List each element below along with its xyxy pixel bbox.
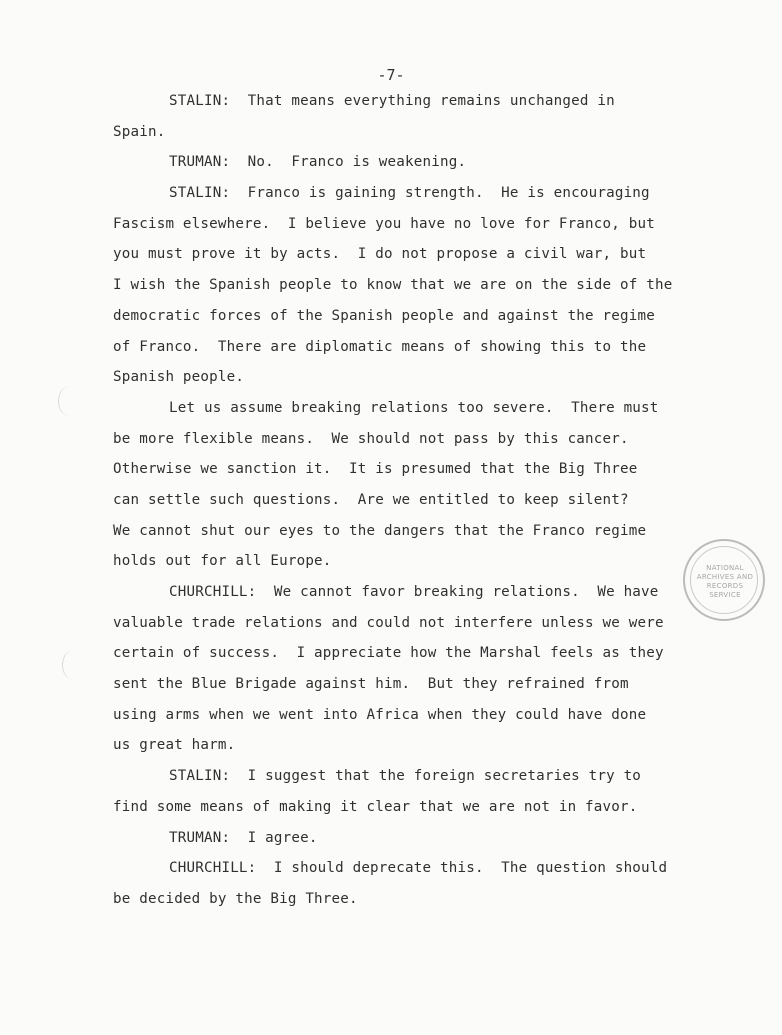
text-line: TRUMAN: No. Franco is weakening.: [169, 154, 467, 171]
text-line: Fascism elsewhere. I believe you have no love for Franco, but: [113, 215, 655, 232]
text-line: I wish the Spanish people to know that we are on the side of the: [113, 277, 673, 294]
text-line: using arms when we went into Africa when they could have done: [113, 706, 647, 723]
text-line: of Franco. There are diplomatic means of showing this to the: [113, 338, 647, 355]
text-line: valuable trade relations and could not interfere unless we were: [113, 614, 664, 631]
text-line: can settle such questions. Are we entitled to keep silent?: [113, 491, 629, 508]
text-line: be decided by the Big Three.: [113, 890, 358, 907]
text-line: CHURCHILL: We cannot favor breaking relations. We have: [169, 584, 659, 600]
paper-blemish: [62, 650, 85, 680]
stamp-line: NATIONAL: [706, 564, 744, 572]
text-line: CHURCHILL: I should deprecate this. The question should: [169, 860, 668, 877]
text-line: STALIN: That means everything remains unchanged in: [169, 93, 615, 109]
paper-blemish: [58, 386, 81, 416]
stamp-text: [685, 564, 765, 600]
text-line: you must prove it by acts. I do not propose a civil war, but: [113, 246, 647, 263]
transcript-body: [113, 86, 743, 915]
text-line: Spain.: [113, 123, 166, 140]
text-line: sent the Blue Brigade against him. But they refrained from: [113, 676, 629, 693]
text-line: STALIN: Franco is gaining strength. He is encouraging: [169, 185, 650, 202]
text-line: We cannot shut our eyes to the dangers that the Franco regime: [113, 522, 647, 539]
text-line: be more flexible means. We should not pass by this cancer.: [113, 430, 629, 447]
text-line: Spanish people.: [113, 369, 245, 386]
text-line: Otherwise we sanction it. It is presumed that the Big Three: [113, 461, 638, 478]
stamp-line: ARCHIVES AND: [696, 573, 754, 581]
text-line: democratic forces of the Spanish people and against the regime: [113, 307, 655, 324]
text-line: TRUMAN: I agree.: [169, 829, 318, 846]
stamp-line: RECORDS: [706, 582, 744, 590]
text-line: STALIN: I suggest that the foreign secretaries try to: [169, 768, 642, 785]
text-line: find some means of making it clear that we are not in favor.: [113, 798, 638, 815]
text-line: holds out for all Europe.: [113, 553, 332, 570]
text-line: us great harm.: [113, 737, 236, 754]
archive-stamp: [683, 539, 765, 621]
text-line: certain of success. I appreciate how the Marshal feels as they: [113, 645, 664, 662]
stamp-line: SERVICE: [709, 591, 741, 599]
page-number: -7-: [377, 66, 405, 84]
text-line: Let us assume breaking relations too severe. There must: [169, 399, 659, 416]
